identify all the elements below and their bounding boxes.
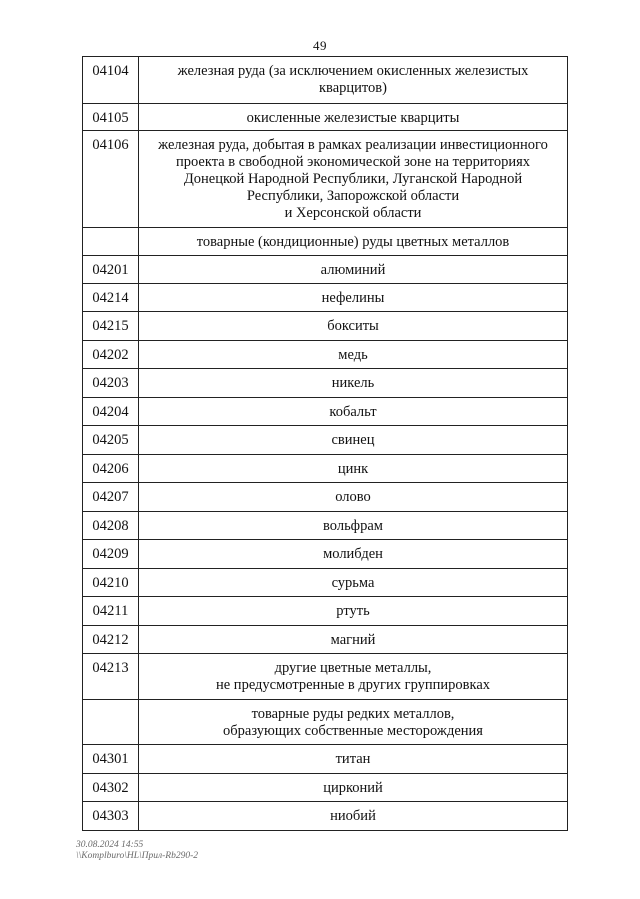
table-row: [83, 626, 568, 654]
document-footer: [76, 840, 198, 862]
row-name: титан: [139, 745, 568, 774]
row-code: 04106: [83, 131, 139, 228]
row-name: свинец: [139, 426, 568, 455]
row-name: олово: [139, 483, 568, 512]
row-code: 04201: [83, 256, 139, 284]
group-heading: товарные (кондиционные) руды цветных металлов: [139, 228, 568, 256]
row-code: 04212: [83, 626, 139, 654]
row-name: окисленные железистые кварциты: [139, 104, 568, 131]
row-code: 04202: [83, 341, 139, 369]
row-code: 04213: [83, 654, 139, 700]
row-code: 04210: [83, 569, 139, 597]
row-code: 04203: [83, 369, 139, 398]
row-code: 04301: [83, 745, 139, 774]
page-number: 49: [313, 38, 327, 53]
table-row: [83, 341, 568, 369]
table-row: [83, 256, 568, 284]
table-row: [83, 455, 568, 483]
table-row: [83, 654, 568, 700]
row-code: 04204: [83, 398, 139, 426]
table-row: [83, 700, 568, 745]
row-name: железная руда (за исключением окисленных железистых кварцитов): [139, 57, 568, 104]
table-row: [83, 104, 568, 131]
row-name: медь: [139, 341, 568, 369]
row-code: 04104: [83, 57, 139, 104]
footer-file-path: \\Komplburo\HL\Прил-Rb290-2: [76, 851, 199, 861]
row-code: 04208: [83, 512, 139, 540]
table-row: [83, 597, 568, 626]
row-code: 04206: [83, 455, 139, 483]
row-name: никель: [139, 369, 568, 398]
row-code: 04302: [83, 774, 139, 802]
group-heading: товарные руды редких металлов, образующих собственные месторождения: [139, 700, 568, 745]
row-name: алюминий: [139, 256, 568, 284]
footer-timestamp: 30.08.2024 14:55: [76, 840, 144, 850]
row-name: кобальт: [139, 398, 568, 426]
row-code: 04105: [83, 104, 139, 131]
table-row: [83, 745, 568, 774]
row-code: [83, 700, 139, 745]
table-row: [83, 57, 568, 104]
table-row: [83, 802, 568, 831]
table-row: [83, 369, 568, 398]
row-name: бокситы: [139, 312, 568, 341]
table-row: [83, 131, 568, 228]
table-row: [83, 483, 568, 512]
row-code: 04207: [83, 483, 139, 512]
table-row: [83, 312, 568, 341]
row-name: другие цветные металлы, не предусмотренные в других группировках: [139, 654, 568, 700]
row-name: нефелины: [139, 284, 568, 312]
row-code: [83, 228, 139, 256]
table-row: [83, 774, 568, 802]
row-name: железная руда, добытая в рамках реализации инвестиционного проекта в свободной экономической зоне на территориях Донецкой Народной Республики, Луганской Народной Республики, Запорожской области и Херсонской области: [139, 131, 568, 228]
table-row: [83, 426, 568, 455]
table-row: [83, 512, 568, 540]
row-name: цинк: [139, 455, 568, 483]
row-name: молибден: [139, 540, 568, 569]
row-name: магний: [139, 626, 568, 654]
row-name: цирконий: [139, 774, 568, 802]
row-code: 04209: [83, 540, 139, 569]
row-code: 04205: [83, 426, 139, 455]
row-code: 04215: [83, 312, 139, 341]
table-row: [83, 398, 568, 426]
table-row: [83, 569, 568, 597]
row-code: 04214: [83, 284, 139, 312]
row-name: вольфрам: [139, 512, 568, 540]
table-row: [83, 228, 568, 256]
table-row: [83, 540, 568, 569]
row-code: 04211: [83, 597, 139, 626]
row-code: 04303: [83, 802, 139, 831]
table-row: [83, 284, 568, 312]
classification-table: [82, 56, 568, 831]
row-name: ртуть: [139, 597, 568, 626]
row-name: ниобий: [139, 802, 568, 831]
row-name: сурьма: [139, 569, 568, 597]
